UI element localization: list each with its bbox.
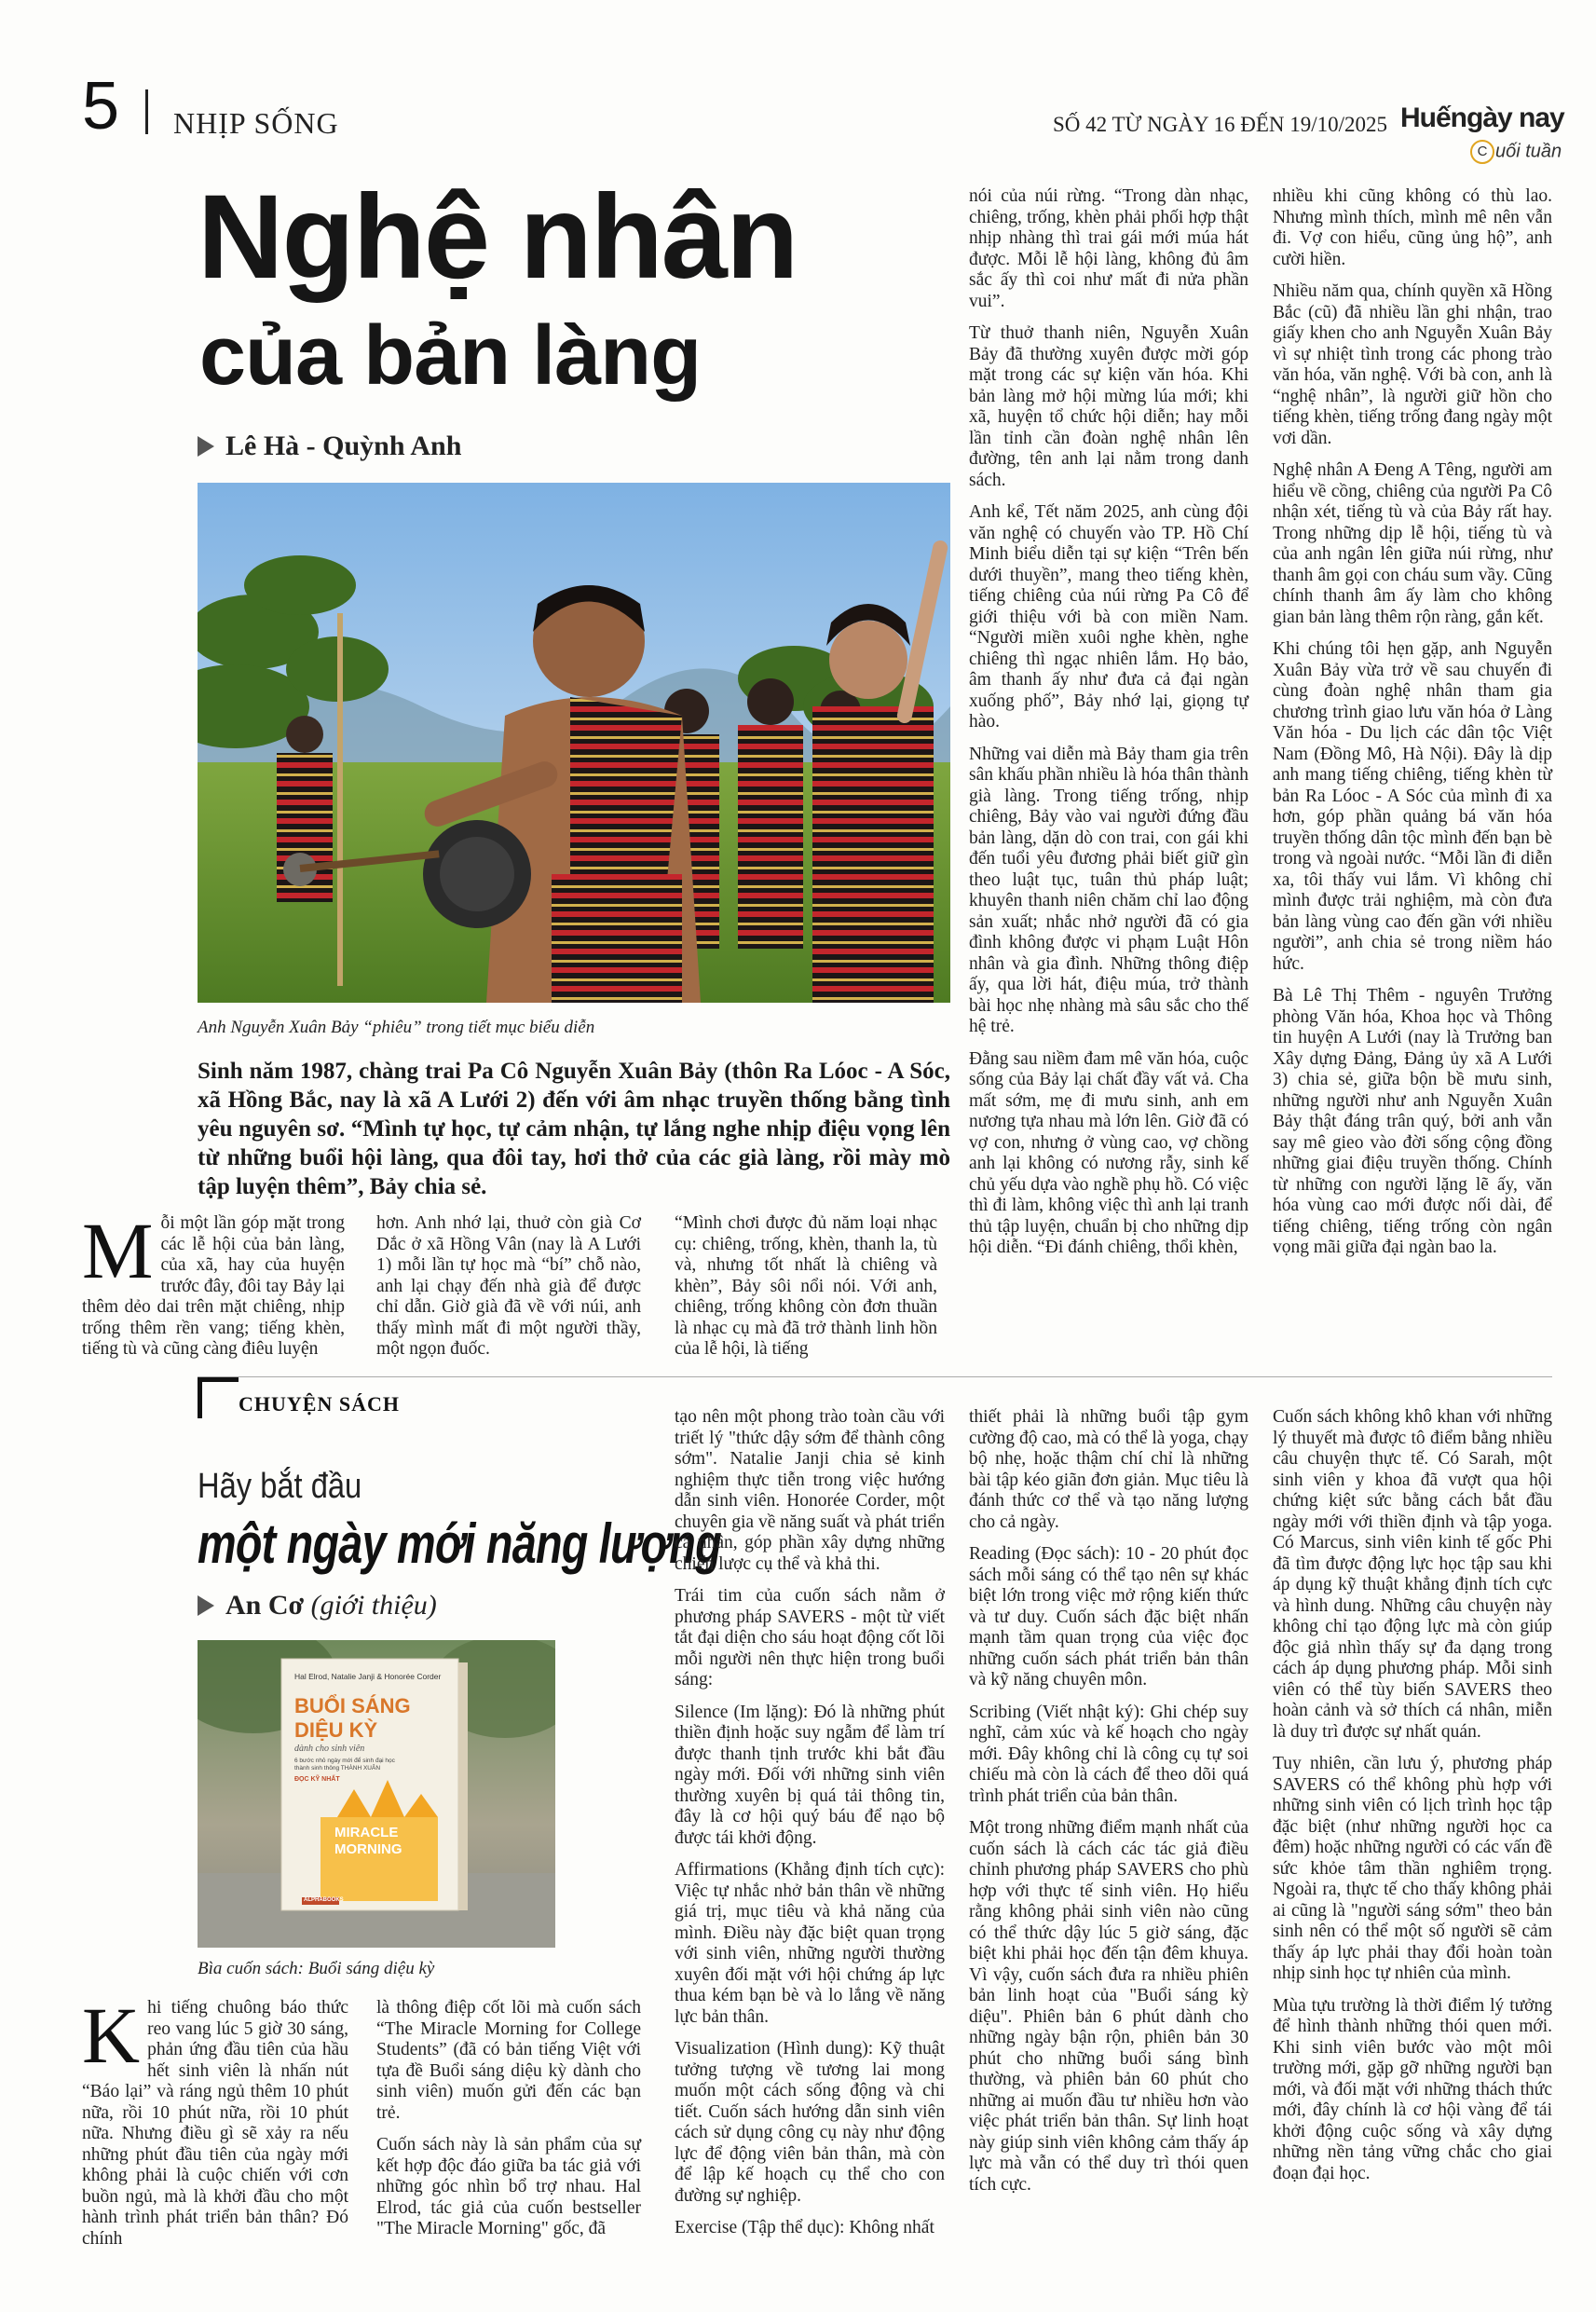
article-column-3: [675, 1213, 937, 1372]
cover-caption: Bìa cuốn sách: Buổi sáng diệu kỳ: [198, 1959, 435, 1978]
paragraph: Từ thuở thanh niên, Nguyễn Xuân Bảy đã thường xuyên được mời góp mặt trong các sự kiện văn hóa. Khi bản làng mở hội mừng lúa mới; khi xã, huyện tổ chức hội diễn; hay mỗi lần tỉnh cần đoàn nghệ nhân lên đường, tên anh lại nằm trong danh sách.: [969, 323, 1248, 490]
paragraph: Bà Lê Thị Thêm - nguyên Trưởng phòng Văn hóa, Khoa học và Thông tin huyện A Lưới (nay là Trưởng ban Xây dựng Đảng, Đảng ủy xã A Lưới 3) chia sẻ, giữa bộn bề mưu sinh, những người như anh Nguyễn Xuân Bảy thật đáng trân quý, bởi anh vẫn say mê gieo vào đời sống cộng đồng những giai điệu truyền thống. Chính từ những con người lặng lẽ ấy, văn hóa vùng cao mới được nối dài, để tiếng chiêng, tiếng trống còn ngân vọng mãi giữa đại ngàn bao la.: [1273, 986, 1552, 1257]
brand-circle-icon: C: [1470, 140, 1494, 164]
header-divider: [145, 89, 148, 134]
article-column-1: [82, 1991, 348, 2261]
paragraph: Những vai diễn mà Bảy tham gia trên sân khấu phần nhiều là hóa thân thành già làng. Trong tiếng trống, nhịp chiêng, Bảy vào vai người đứng đầu bản làng, dặn dò con trai, con gái khi đến tuổi yêu đương phải biết giữ gìn theo luật tục, tuân thủ pháp luật; khuyên thanh niên chăm chỉ lao động sản xuất; nhắc nhở người đã có gia đình không được vi phạm Luật Hôn nhân và gia đình. Những thông điệp ấy, qua lời hát, điệu múa, trở thành bài học nhẹ nhàng mà sâu sắc cho thế hệ trẻ.: [969, 744, 1248, 1036]
paragraph: nói của núi rừng. “Trong dàn nhạc, chiêng, trống, khèn phải phối hợp thật nhịp nhàng thì trai gái mới múa hát được. Mỗi lễ hội làng, không đủ âm sắc ấy thì coi như mất đi nửa phần vui”.: [969, 186, 1248, 311]
article-title-line1: Hãy bắt đầu: [198, 1467, 362, 1506]
issue-info: SỐ 42 TỪ NGÀY 16 ĐẾN 19/10/2025: [1053, 113, 1388, 136]
paragraph: Trái tim của cuốn sách nằm ở phương pháp SAVERS - một từ viết tắt đại diện cho sáu hoạt động cốt lõi mỗi người nên thực hiện trong buổi sáng:: [675, 1586, 945, 1690]
section-divider: [198, 1376, 1552, 1377]
article-byline: [198, 1590, 437, 1621]
paragraph: Tuy nhiên, cần lưu ý, phương pháp SAVERS có thể không phù hợp với những sinh viên có lịch trình học tập đặc biệt (như những người học ca đêm) hoặc những người có các vấn đề sức khỏe tâm thần nghiêm trọng. Ngoài ra, thực tế cho thấy không phải ai cũng là "người sáng sớm" theo bản sinh nên có thể một số người sẽ cảm thấy áp lực phải thay đổi hoàn toàn nhịp sinh học tự nhiên của mình.: [1273, 1754, 1552, 1983]
paragraph: ỗi một lần góp mặt trong các lễ hội của bản làng, của xã, hay của huyện trước đây, đôi tay Bảy lại thêm dẻo dai trên mặt chiêng, nhịp trống thêm rền vang; tiếng khèn, tiếng tù và cũng càng điêu luyện: [82, 1213, 345, 1359]
paragraph: thiết phải là những buổi tập gym cường độ cao, mà có thể là yoga, chạy bộ nhẹ, hoặc thậm chí chỉ là những bài tập kéo giãn đơn giản. Mục tiêu là đánh thức cơ thể và tạo năng lượng cho cả ngày.: [969, 1407, 1248, 1532]
paragraph: hi tiếng chuông báo thức reo vang lúc 5 giờ 30 sáng, phản ứng đầu tiên của hầu hết sinh viên là nhấn nút “Báo lại” và ráng ngủ thêm 10 phút nữa, rồi 10 phút nữa, rồi 10 phút nữa. Nhưng điều gì sẽ xảy ra nếu những phút đầu tiên của ngày mới không phải là cuộc chiến với cơn buồn ngủ, mà là khởi đầu cho một hành trình phát triển bản thân? Đó chính: [82, 1998, 348, 2249]
cover-badge: ĐỌC KỸ NHẤT: [294, 1776, 340, 1783]
byline-role: (giới thiệu): [310, 1590, 437, 1621]
cover-tagline: 6 bước nhỏ ngày mới để sinh đại học thành sinh thông THÀNH XUÂN: [294, 1758, 395, 1772]
drop-cap: K: [82, 1991, 141, 2080]
paragraph: hơn. Anh nhớ lại, thuở còn già Cơ Dắc ở xã Hồng Vân (nay là A Lưới 1) mỗi lần tự học mà “bí” chỗ nào, anh lại chạy đến nhà già để được chỉ dẫn. Giờ già đã về với núi, anh thấy mình mất đi một người thầy, một ngọn đuốc.: [376, 1213, 641, 1359]
cover-title-line1: BUỔI SÁNG: [294, 1694, 411, 1717]
paragraph: Mùa tựu trường là thời điểm lý tưởng để hình thành những thói quen mới. Khi sinh viên bước vào một môi trường mới, gặp gỡ những người bạn mới, và đối mặt với những thách thức mới, đây chính là cơ hội vàng để tái khởi động cuộc sống và xây dựng những nền tảng vững chắc cho giai đoạn đại học.: [1273, 1995, 1552, 2183]
cover-en-title-line1: MIRACLE: [334, 1825, 399, 1840]
book-cover-photo: [198, 1640, 555, 1948]
article-column-3: [675, 1407, 945, 2250]
paragraph: Đằng sau niềm đam mê văn hóa, cuộc sống của Bảy lại chất đầy vất vả. Cha mất sớm, mẹ đi mưu sinh, anh em nương tựa nhau mà lớn lên. Giờ đã có vợ con, nhưng ở vùng cao, vợ chồng anh lại không có nương rẫy, sinh kế chủ yếu dựa vào nghề phụ hồ. Có việc thì đi làm, không việc thì anh lại tranh thủ tập luyện, chuẩn bị cho những dịp hội diễn. “Đi đánh chiêng, thổi khèn,: [969, 1048, 1248, 1257]
article-title-line2: một ngày mới năng lượng: [198, 1512, 721, 1575]
triangle-icon: [198, 1595, 214, 1616]
section-kicker: CHUYỆN SÁCH: [239, 1392, 400, 1416]
article-title-line2: của bản làng: [199, 309, 702, 403]
section-name: NHỊP SỐNG: [173, 106, 339, 140]
article-column-1: [82, 1206, 345, 1372]
paragraph: Visualization (Hình dung): Kỹ thuật tưởng tượng về tương lai mong muốn một cách sống động và chi tiết. Cuốn sách hướng dẫn sinh viên cách sử dụng công cụ này như động lực để động viên bản thân, mà còn để lập kế hoạch cụ thể cho con đường sự nghiệp.: [675, 2039, 945, 2206]
kicker-corner-mark: [198, 1377, 239, 1418]
paragraph: “Mình chơi được đủ năm loại nhạc cụ: chiêng, trống, khèn, thanh la, tù và, nhưng tốt nhất là chiêng và khèn”, Bảy sôi nổi nói. Với anh, chiêng, trống không còn đơn thuần là nhạc cụ mà đã trở thành linh hồn của lễ hội, là tiếng: [675, 1213, 937, 1359]
brand-logo: Huếngày nay: [1400, 103, 1564, 133]
cover-en-title-line2: MORNING: [334, 1841, 402, 1857]
byline-authors: Lê Hà - Quỳnh Anh: [225, 431, 462, 461]
article-column-2: [376, 1998, 641, 2251]
article-column-4: [969, 186, 1248, 1270]
paragraph: Một trong những điểm mạnh nhất của cuốn sách là cách các tác giả điều chỉnh phương pháp SAVERS cho phù hợp với thực tế sinh viên. Họ hiểu rằng không phải sinh viên nào cũng có thể thức dậy lúc 5 giờ sáng, đặc biệt khi phải học đến tận đêm khuya. Vì vậy, cuốn sách đưa ra nhiều phiên bản linh hoạt của "Buổi sáng kỳ diệu". Phiên bản 6 phút dành cho những ngày bận rộn, phiên bản 30 phút cho những buổi sáng bình thường, và phiên bản 60 phút cho những ai muốn đầu tư nhiều hơn vào việc phát triển bản thân. Sự linh hoạt này giúp sinh viên không cảm thấy áp lực mà vẫn có thể duy trì thói quen tích cực.: [969, 1818, 1248, 2195]
byline-name: An Cơ: [225, 1590, 305, 1621]
article-column-5: [1273, 186, 1552, 1270]
paragraph: Cuốn sách này là sản phẩm của sự kết hợp độc đáo giữa ba tác giả với những góc nhìn bổ trợ nhau. Hal Elrod, tác giả của cuốn bestseller "The Miracle Morning" gốc, đã: [376, 2135, 641, 2238]
cover-authors: Hal Elrod, Natalie Janji & Honorée Corder: [294, 1672, 442, 1681]
triangle-icon: [198, 436, 214, 457]
paragraph: Cuốn sách không khô khan với những lý thuyết mà được tô điểm bằng nhiều câu chuyện thực tế. Có Sarah, một sinh viên y khoa đã vượt qua hội chứng kiệt sức bằng cách bắt đầu ngày mới với thiền định và tập yoga. Có Marcus, sinh viên kinh tế gốc Phi đã tìm được động lực học tập sau khi áp dụng kỹ thuật khẳng định tích cực và hình dung. Những câu chuyện này không chỉ tạo động lực mà còn giúp độc giả nhìn thấy sự đa dạng trong cách áp dụng phương pháp. Mỗi sinh viên có thể tùy biến SAVERS theo hoàn cảnh và sở thích cá nhân, miễn là duy trì được sự nhất quán.: [1273, 1407, 1552, 1742]
paragraph: Nghệ nhân A Đeng A Têng, người am hiểu về cồng, chiêng của người Pa Cô nhận xét, tiếng tù và của Bảy rất hay. Trong những dịp lễ hội, tiếng tù và của anh ngân lên giữa núi rừng, như thanh âm gọi con cháu sum vầy. Cũng chính thanh âm ấy làm cho không gian bản làng thêm rộn ràng, gắn kết.: [1273, 460, 1552, 627]
cover-title-line2: DIỆU KỲ: [294, 1718, 378, 1742]
article-title-line1: Nghệ nhân: [198, 171, 798, 304]
article-lead: Sinh năm 1987, chàng trai Pa Cô Nguyễn Xuân Bảy (thôn Ra Lóoc - A Sóc, xã Hồng Bắc, nay là xã A Lưới 2) đến với âm nhạc truyền thống bằng tình yêu nguyên sơ. “Mình tự học, tự cảm nhận, tự lắng nghe nhịp điệu vọng lên từ những buổi hội làng, qua đôi tay, hơi thở của các già làng, rồi mày mò tập luyện thêm”, Bảy chia sẻ.: [198, 1059, 950, 1199]
paragraph: Silence (Im lặng): Đó là những phút thiền định hoặc suy ngẫm để làm trí được thanh tịnh trước khi bắt đầu ngày mới. Đối với những sinh viên thường xuyên bị quá tải thông tin, đây là cơ hội quý báu để nạo bộ được tái khởi động.: [675, 1702, 945, 1848]
article-photo: [198, 483, 950, 1003]
photo-caption: Anh Nguyễn Xuân Bảy “phiêu” trong tiết mục biểu diễn: [198, 1018, 595, 1037]
paragraph: là thông điệp cốt lõi mà cuốn sách “The Miracle Morning for College Students” (đã có bản tiếng Việt với tựa đề Buổi sáng diệu kỳ dành cho sinh viên) muốn gửi đến các bạn trẻ.: [376, 1998, 641, 2123]
paragraph: Nhiều năm qua, chính quyền xã Hồng Bắc (cũ) đã nhiều lần ghi nhận, trao giấy khen cho anh Nguyễn Xuân Bảy vì sự nhiệt tình trong các phong trào văn hóa, văn nghệ. Với bà con, anh là “nghệ nhân”, là người giữ hồn cho tiếng khèn, tiếng trống đang ngày một vơi dần.: [1273, 281, 1552, 448]
paragraph: Exercise (Tập thể dục): Không nhất: [675, 2218, 934, 2237]
paragraph: Khi chúng tôi hẹn gặp, anh Nguyễn Xuân Bảy vừa trở về sau chuyến đi cùng đoàn nghệ nhân tham gia chương trình giao lưu văn hóa ở Làng Văn hóa - Du lịch các dân tộc Việt Nam (Đồng Mô, Hà Nội). Đây là dịp anh mang tiếng chiêng, tiếng khèn từ bản Ra Lóoc - A Sóc của mình đi xa hơn, góp phần quảng bá văn hóa truyền thống dân tộc mình đến bạn bè trong và ngoài nước. “Mỗi lần đi diễn xa, tôi thấy vui lắm. Vì không chỉ mình được trải nghiệm, mà còn đưa bản làng vùng cao đến gần với nhiều người”, anh chia sẻ trong niềm háo hức.: [1273, 639, 1552, 974]
cover-subtitle: dành cho sinh viên: [294, 1744, 365, 1754]
paragraph: Anh kể, Tết năm 2025, anh cùng đội văn nghệ có chuyến vào TP. Hồ Chí Minh biểu diễn tại sự kiện “Trên bến dưới thuyền”, mang theo tiếng khèn, tiếng chiêng của núi rừng Pa Cô để giới thiệu với bà con miền Nam. “Người miền xuôi nghe khèn, nghe chiêng thì ngạc nhiên lắm. Họ bảo, âm thanh ấy như đưa cả đại ngàn xuống phố”, Bảy nhớ lại, giọng tự hào.: [969, 502, 1248, 732]
cover-publisher: ALPHABOOKS: [304, 1897, 344, 1903]
paragraph: Reading (Đọc sách): 10 - 20 phút đọc sách mỗi sáng có thể tạo nên sự khác biệt lớn trong việc mở rộng kiến thức và tư duy. Cuốn sách đặc biệt nhấn mạnh tầm quan trọng của việc đọc những cuốn sách phát triển bản thân và kỹ năng chuyên môn.: [969, 1544, 1248, 1690]
article-column-4: [969, 1407, 1248, 2207]
article-column-5: [1273, 1407, 1552, 2196]
article-byline: [198, 431, 461, 462]
paragraph: nhiều khi cũng không có thù lao. Nhưng mình thích, mình mê nên vẫn đi. Vợ con hiểu, cũng ủng hộ”, anh cười hiền.: [1273, 186, 1552, 269]
paragraph: Affirmations (Khẳng định tích cực): Việc tự nhắc nhở bản thân về những giá trị, mục tiêu và khả năng của mình. Điều này đặc biệt quan trọng với sinh viên, những người thường xuyên đối mặt với hội chứng áp lực thua kém bạn bè và lo lắng về năng lực bản thân.: [675, 1860, 945, 2027]
paragraph: tạo nên một phong trào toàn cầu với triết lý "thức dậy sớm để thành công sớm". Natalie Janji chia sẻ kinh nghiệm thực tiễn trong việc hướng dẫn sinh viên. Honorée Corder, một chuyên gia về năng suất và phát triển cá nhân, góp phần xây dựng những chiến lược cụ thể và khả thi.: [675, 1407, 945, 1574]
brand-sub-text: uối tuần: [1495, 141, 1562, 162]
brand-logo-sub: [1470, 140, 1562, 164]
drop-cap: M: [82, 1206, 154, 1295]
article-column-2: [376, 1213, 641, 1372]
page-number: 5: [82, 69, 120, 144]
paragraph: Scribing (Viết nhật ký): Ghi chép suy nghĩ, cảm xúc và kế hoạch cho ngày mới. Đây không chỉ là công cụ tự soi chiếu mà còn là cách để theo dõi quá trình phát triển của bản thân.: [969, 1702, 1248, 1806]
